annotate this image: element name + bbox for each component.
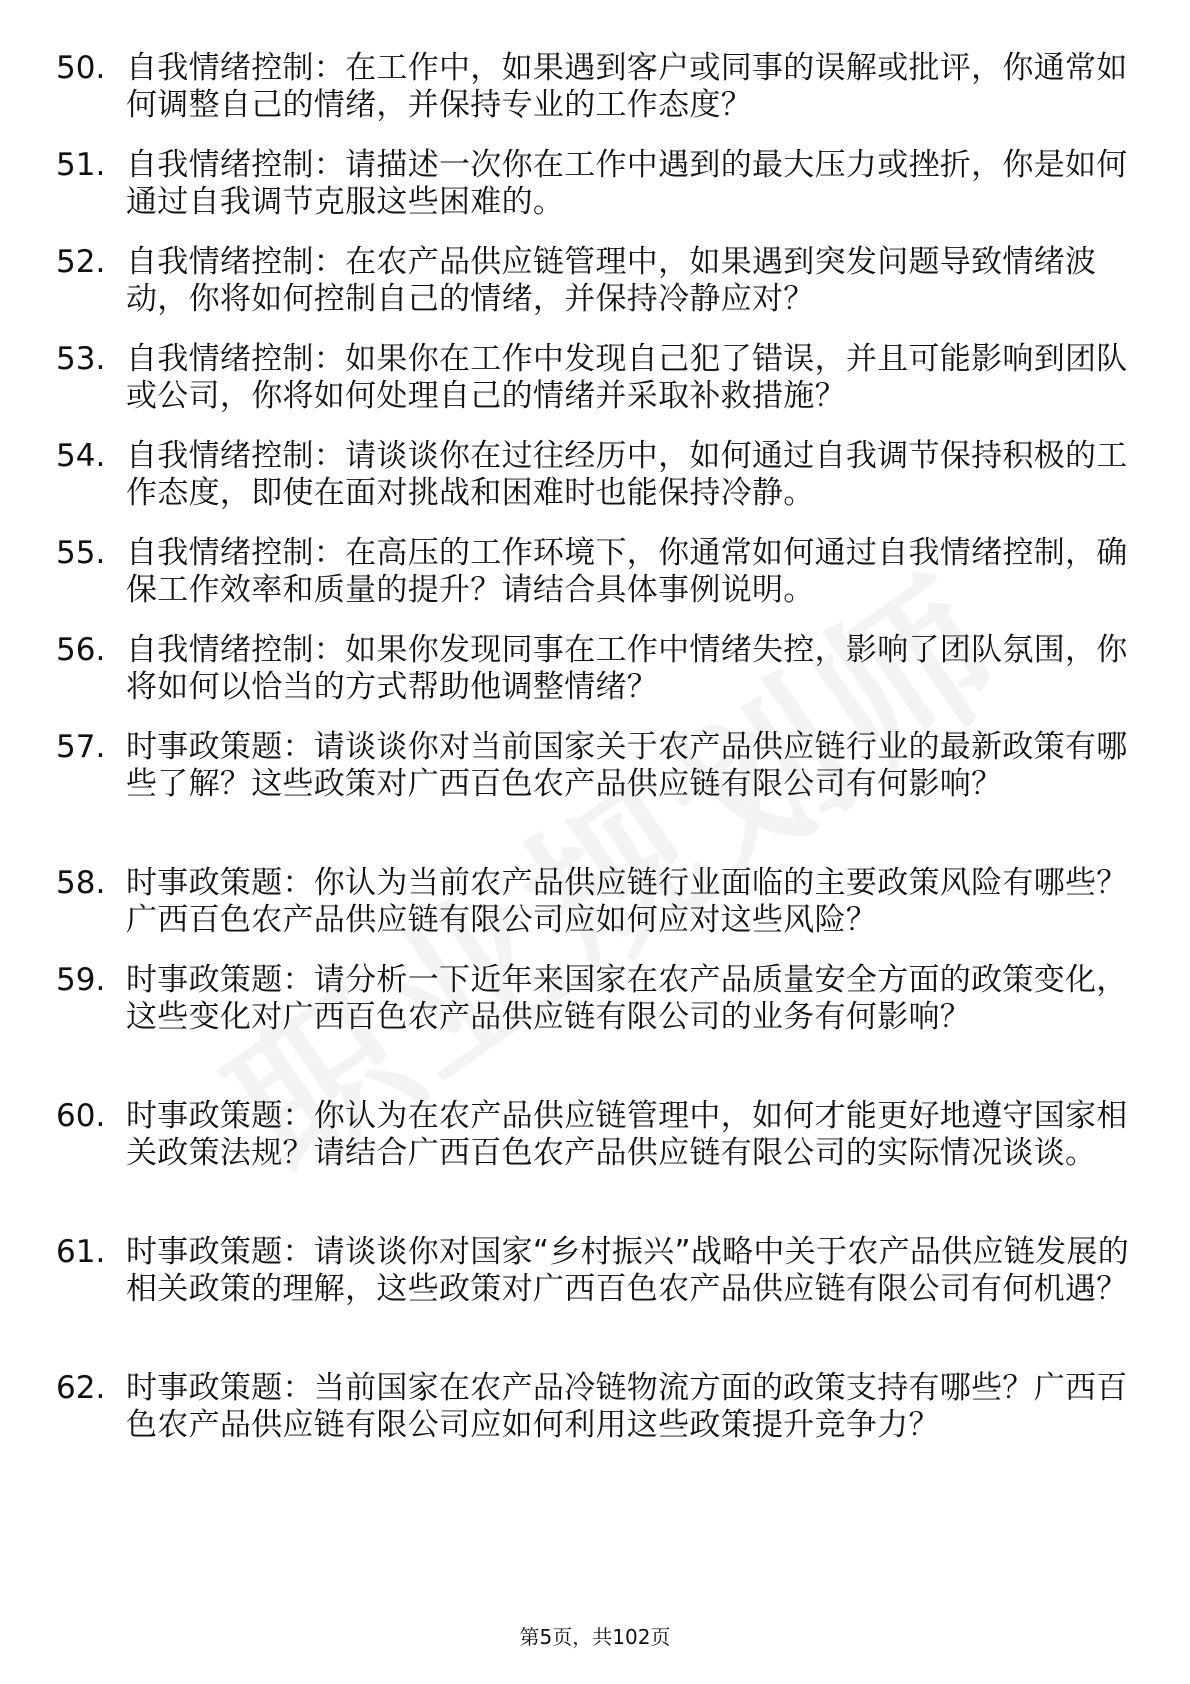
question-number: 58. [56, 865, 106, 901]
question-number: 62. [56, 1370, 106, 1406]
question-text: 自我情绪控制：请描述一次你在工作中遇到的最大压力或挫折，你是如何通过自我调节克服这些困难的。 [126, 147, 1128, 220]
page-footer [0, 1625, 1190, 1649]
question-text: 自我情绪控制：如果你发现同事在工作中情绪失控，影响了团队氛围，你将如何以恰当的方式帮助他调整情绪？ [126, 632, 1128, 705]
question-number: 59. [56, 962, 106, 998]
question-number: 56. [56, 632, 106, 668]
question-text: 时事政策题：请谈谈你对当前国家关于农产品供应链行业的最新政策有哪些了解？这些政策对广西百色农产品供应链有限公司有何影响？ [126, 729, 1128, 802]
question-number: 60. [56, 1098, 106, 1134]
question-text: 自我情绪控制：如果你在工作中发现自己犯了错误，并且可能影响到团队或公司，你将如何处理自己的情绪并采取补救措施？ [126, 341, 1128, 414]
question-text: 时事政策题：你认为在农产品供应链管理中，如何才能更好地遵守国家相关政策法规？请结合广西百色农产品供应链有限公司的实际情况谈谈。 [126, 1098, 1128, 1171]
question-number: 61. [56, 1234, 106, 1270]
question-number: 50. [56, 50, 106, 86]
question-text: 自我情绪控制：在高压的工作环境下，你通常如何通过自我情绪控制，确保工作效率和质量的提升？请结合具体事例说明。 [126, 535, 1128, 608]
page-number-label: 第5页，共102页 [519, 1625, 671, 1649]
question-text: 自我情绪控制：在工作中，如果遇到客户或同事的误解或批评，你通常如何调整自己的情绪，并保持专业的工作态度？ [126, 50, 1128, 123]
question-number: 55. [56, 535, 106, 571]
question-number: 54. [56, 438, 106, 474]
question-text: 时事政策题：当前国家在农产品冷链物流方面的政策支持有哪些？广西百色农产品供应链有限公司应如何利用这些政策提升竞争力？ [126, 1370, 1128, 1443]
question-text: 自我情绪控制：在农产品供应链管理中，如果遇到突发问题导致情绪波动，你将如何控制自己的情绪，并保持冷静应对？ [126, 244, 1097, 317]
question-number: 53. [56, 341, 106, 377]
question-number: 57. [56, 729, 106, 765]
question-text: 自我情绪控制：请谈谈你在过往经历中，如何通过自我调节保持积极的工作态度，即使在面对挑战和困难时也能保持冷静。 [126, 438, 1128, 511]
question-number: 51. [56, 147, 106, 183]
question-text: 时事政策题：请分析一下近年来国家在农产品质量安全方面的政策变化，这些变化对广西百色农产品供应链有限公司的业务有何影响？ [126, 962, 1128, 1035]
question-number: 52. [56, 244, 106, 280]
question-text: 时事政策题：你认为当前农产品供应链行业面临的主要政策风险有哪些？广西百色农产品供应链有限公司应如何应对这些风险？ [126, 865, 1128, 938]
question-text: 时事政策题：请谈谈你对国家“乡村振兴”战略中关于农产品供应链发展的相关政策的理解，这些政策对广西百色农产品供应链有限公司有何机遇？ [126, 1234, 1130, 1307]
